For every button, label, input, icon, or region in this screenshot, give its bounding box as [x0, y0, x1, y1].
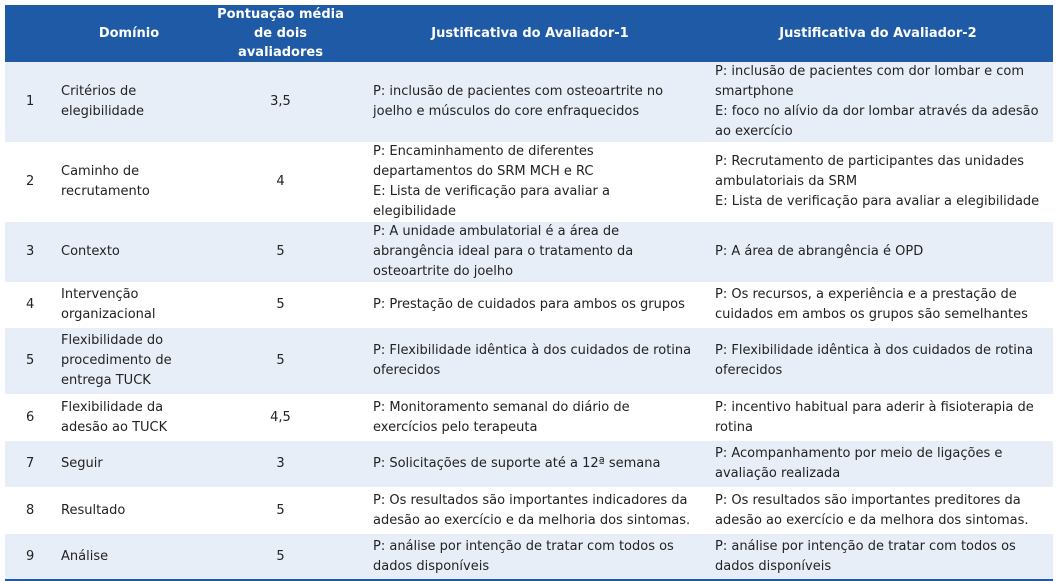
- table-row: [5, 222, 1053, 282]
- table-row: [5, 142, 1053, 222]
- rating-table-container: [5, 5, 1053, 581]
- table-row: [5, 534, 1053, 580]
- row-domain: Critérios de elegibilidade: [54, 62, 204, 142]
- row-justification-2: [703, 328, 1053, 394]
- row-score: 4: [204, 142, 357, 222]
- row-domain: Caminho de recrutamento: [54, 142, 204, 222]
- row-score: 5: [204, 222, 357, 282]
- justification-line: P: Monitoramento semanal do diário de exercícios pelo terapeuta: [373, 399, 630, 435]
- justification-line: P: Solicitações de suporte até a 12ª semana: [373, 456, 661, 471]
- row-domain: Contexto: [54, 222, 204, 282]
- justification-line: P: A unidade ambulatorial é a área de abrangência ideal para o tratamento da osteoartrite do joelho: [373, 224, 634, 279]
- justification-line: P: A área de abrangência é OPD: [715, 244, 924, 259]
- justification-line: P: incentivo habitual para aderir à fisioterapia de rotina: [715, 399, 1034, 435]
- row-justification-1: [357, 394, 703, 441]
- row-domain: Análise: [54, 534, 204, 580]
- row-justification-1: [357, 62, 703, 142]
- row-justification-1: [357, 328, 703, 394]
- row-justification-2: [703, 142, 1053, 222]
- justification-line: P: Encaminhamento de diferentes departamentos do SRM MCH e RC: [373, 144, 594, 179]
- row-justification-2: [703, 534, 1053, 580]
- row-domain: Resultado: [54, 487, 204, 534]
- row-score: 5: [204, 534, 357, 580]
- row-number: 5: [5, 328, 54, 394]
- row-number: 1: [5, 62, 54, 142]
- table-row: [5, 62, 1053, 142]
- row-number: 9: [5, 534, 54, 580]
- row-number: 2: [5, 142, 54, 222]
- row-justification-2: [703, 394, 1053, 441]
- row-domain: Intervenção organizacional: [54, 282, 204, 328]
- row-justification-1: [357, 487, 703, 534]
- row-justification-2: [703, 222, 1053, 282]
- table-row: [5, 328, 1053, 394]
- row-justification-2: [703, 441, 1053, 487]
- justification-line: P: Os recursos, a experiência e a prestação de cuidados em ambos os grupos são semelhantes: [715, 287, 1028, 322]
- justification-line: P: Acompanhamento por meio de ligações e avaliação realizada: [715, 446, 1003, 481]
- justification-line: P: análise por intenção de tratar com todos os dados disponíveis: [715, 538, 1016, 574]
- table-row: [5, 441, 1053, 487]
- row-number: 7: [5, 441, 54, 487]
- justification-line: P: análise por intenção de tratar com todos os dados disponíveis: [373, 538, 674, 574]
- row-justification-1: [357, 282, 703, 328]
- row-number: 6: [5, 394, 54, 441]
- row-score: 5: [204, 328, 357, 394]
- justification-line: P: Os resultados são importantes preditores da adesão ao exercício e da melhora dos sintomas.: [715, 492, 1029, 528]
- justification-line: P: Flexibilidade idêntica à dos cuidados de rotina oferecidos: [715, 343, 1034, 378]
- table-row: [5, 394, 1053, 441]
- header-number: [5, 5, 54, 62]
- justification-line: P: Os resultados são importantes indicadores da adesão ao exercício e da melhoria dos sintomas.: [373, 492, 691, 528]
- justification-line: P: Recrutamento de participantes das unidades ambulatoriais da SRM: [715, 154, 1025, 189]
- justification-line: E: Lista de verificação para avaliar a elegibilidade: [373, 184, 611, 219]
- row-score: 3: [204, 441, 357, 487]
- table-row: [5, 282, 1053, 328]
- row-score: 5: [204, 487, 357, 534]
- justification-line: P: Flexibilidade idêntica à dos cuidados de rotina oferecidos: [373, 343, 692, 378]
- row-number: 4: [5, 282, 54, 328]
- row-justification-2: [703, 282, 1053, 328]
- header-row: [5, 5, 1053, 62]
- row-justification-1: [357, 222, 703, 282]
- row-score: 3,5: [204, 62, 357, 142]
- row-domain: Flexibilidade do procedimento de entrega TUCK: [54, 328, 204, 394]
- row-score: 5: [204, 282, 357, 328]
- row-justification-2: [703, 487, 1053, 534]
- row-domain: Flexibilidade da adesão ao TUCK: [54, 394, 204, 441]
- table-body: [5, 62, 1053, 580]
- justification-line: P: inclusão de pacientes com osteoartrite no joelho e músculos do core enfraquecidos: [373, 84, 664, 119]
- justification-line: P: inclusão de pacientes com dor lombar e com smartphone: [715, 64, 1025, 99]
- header-justification-1: Justificativa do Avaliador-1: [357, 5, 703, 62]
- header-justification-2: Justificativa do Avaliador-2: [703, 5, 1053, 62]
- rating-table: [5, 5, 1053, 581]
- row-justification-2: [703, 62, 1053, 142]
- row-justification-1: [357, 441, 703, 487]
- table-row: [5, 487, 1053, 534]
- row-domain: Seguir: [54, 441, 204, 487]
- justification-line: P: Prestação de cuidados para ambos os grupos: [373, 297, 685, 312]
- header-domain: Domínio: [54, 5, 204, 62]
- row-number: 8: [5, 487, 54, 534]
- row-justification-1: [357, 534, 703, 580]
- header-score: Pontuação média de dois avaliadores: [204, 5, 357, 62]
- justification-line: E: foco no alívio da dor lombar através da adesão ao exercício: [715, 104, 1039, 139]
- row-score: 4,5: [204, 394, 357, 441]
- justification-line: E: Lista de verificação para avaliar a elegibilidade: [715, 194, 1040, 209]
- row-justification-1: [357, 142, 703, 222]
- row-number: 3: [5, 222, 54, 282]
